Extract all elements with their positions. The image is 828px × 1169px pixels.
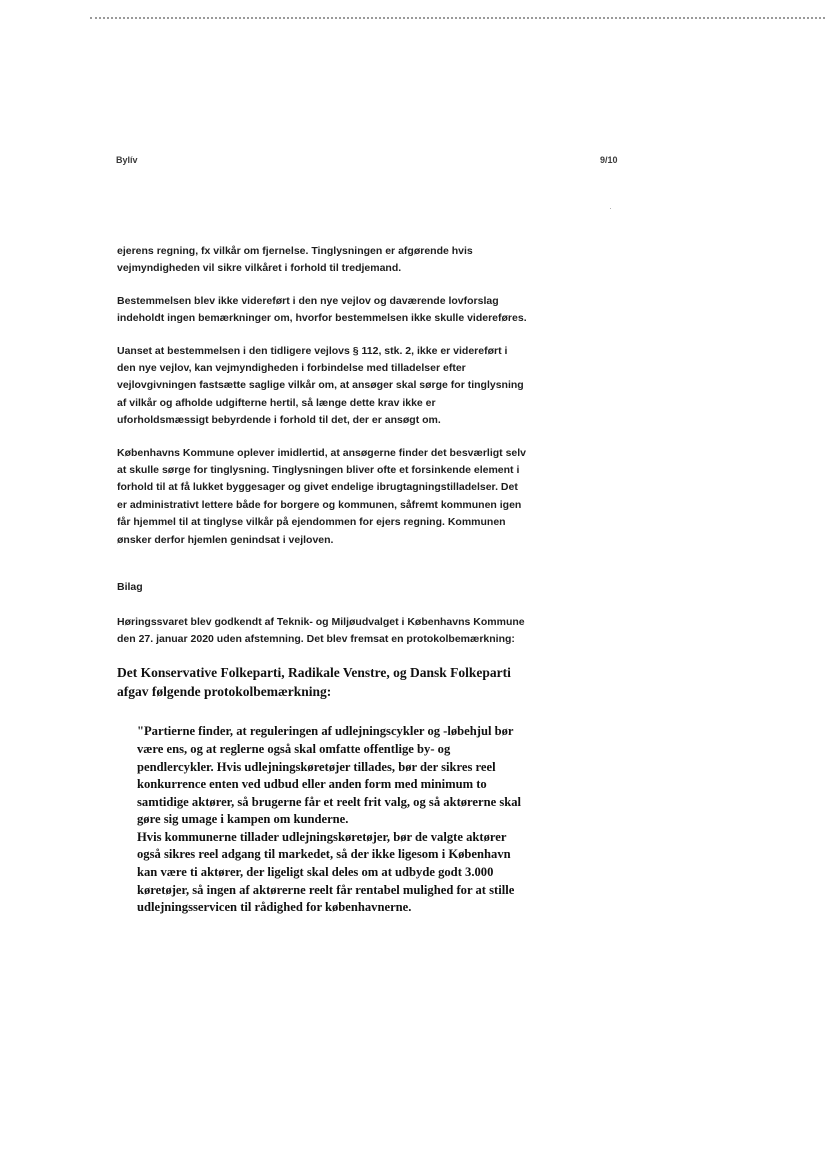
top-dotted-rule — [90, 17, 825, 19]
quote-part-1: "Partierne finder, at reguleringen af udlejningscykler og -løbehjul bør være ens, og at reglerne også skal omfatte offentlige by- og pendlercykler. Hvis udlejningskøretøjer tillades, bør der sikres reel konkurrence enten ved udbud eller anden form med minimum to samtidige aktører, så brugerne får et reelt frit valg, og så aktørerne skal gøre sig umage i kampen om kunderne. — [137, 724, 522, 827]
protocol-quote — [137, 723, 527, 917]
paragraph-horingssvaret: Høringssvaret blev godkendt af Teknik- og Miljøudvalget i Københavns Kommune den 27. januar 2020 uden afstemning. Det blev fremsat en protokolbemærkning: — [117, 615, 525, 645]
section-heading-bilag: Bilag — [117, 581, 143, 594]
paragraph-bestemmelsen: Bestemmelsen blev ikke videreført i den nye vejlov og daværende lovforslag indeholdt ingen bemærkninger om, hvorfor bestemmelsen ikke skulle videreføres. — [117, 294, 527, 325]
paragraph-tinglysning-intro: ejerens regning, fx vilkår om fjernelse. Tinglysningen er afgørende hvis vejmyndigheden vil sikre vilkåret i forhold til tredjemand. — [117, 245, 473, 275]
header-logo-text: Bylív — [116, 155, 138, 165]
paragraph-protokol-intro: Det Konservative Folkeparti, Radikale Venstre, og Dansk Folkeparti afgav følgende protokolbemærkning: — [117, 665, 511, 700]
quote-part-2: Hvis kommunerne tillader udlejningskøretøjer, bør de valgte aktører også sikres reel adgang til markedet, så der ikke ligesom i København kan være ti aktører, der ligeligt skal deles om at udbyde godt 3.000 køretøjer, så ingen af aktørerne reelt får rentabel mulighed for at stille udlejningsservicen til rådighed for københavnerne. — [137, 829, 515, 915]
scan-speck — [610, 208, 611, 209]
paragraph-kommunen-oplever: Københavns Kommune oplever imidlertid, at ansøgerne finder det besværligt selv at skulle sørge for tinglysning. Tinglysningen bliver ofte et forsinkende element i forhold til at få lukket byggesager og givet endelige ibrugtagningstilladelser. Det er administrativt lettere både for borgere og kommunen, såfremt kommunen igen får hjemmel til at tinglyse vilkår på ejendommen for ejers regning. Kommunen ønsker derfor hjemlen genindsat i vejloven. — [117, 446, 527, 546]
paragraph-uanset: Uanset at bestemmelsen i den tidligere vejlovs § 112, stk. 2, ikke er videreført i den nye vejlov, kan vejmyndigheden i forbindelse med tilladelser efter vejlovgivningen fastsætte saglige vilkår om, at ansøger skal sørge for tinglysning af vilkår og afholde udgifterne hertil, så længe dette krav ikke er uforholdsmæssigt bebyrdende i forhold til det, der er ansøgt om. — [117, 344, 524, 427]
document-body — [117, 243, 527, 917]
page-number: 9/10 — [600, 155, 618, 165]
